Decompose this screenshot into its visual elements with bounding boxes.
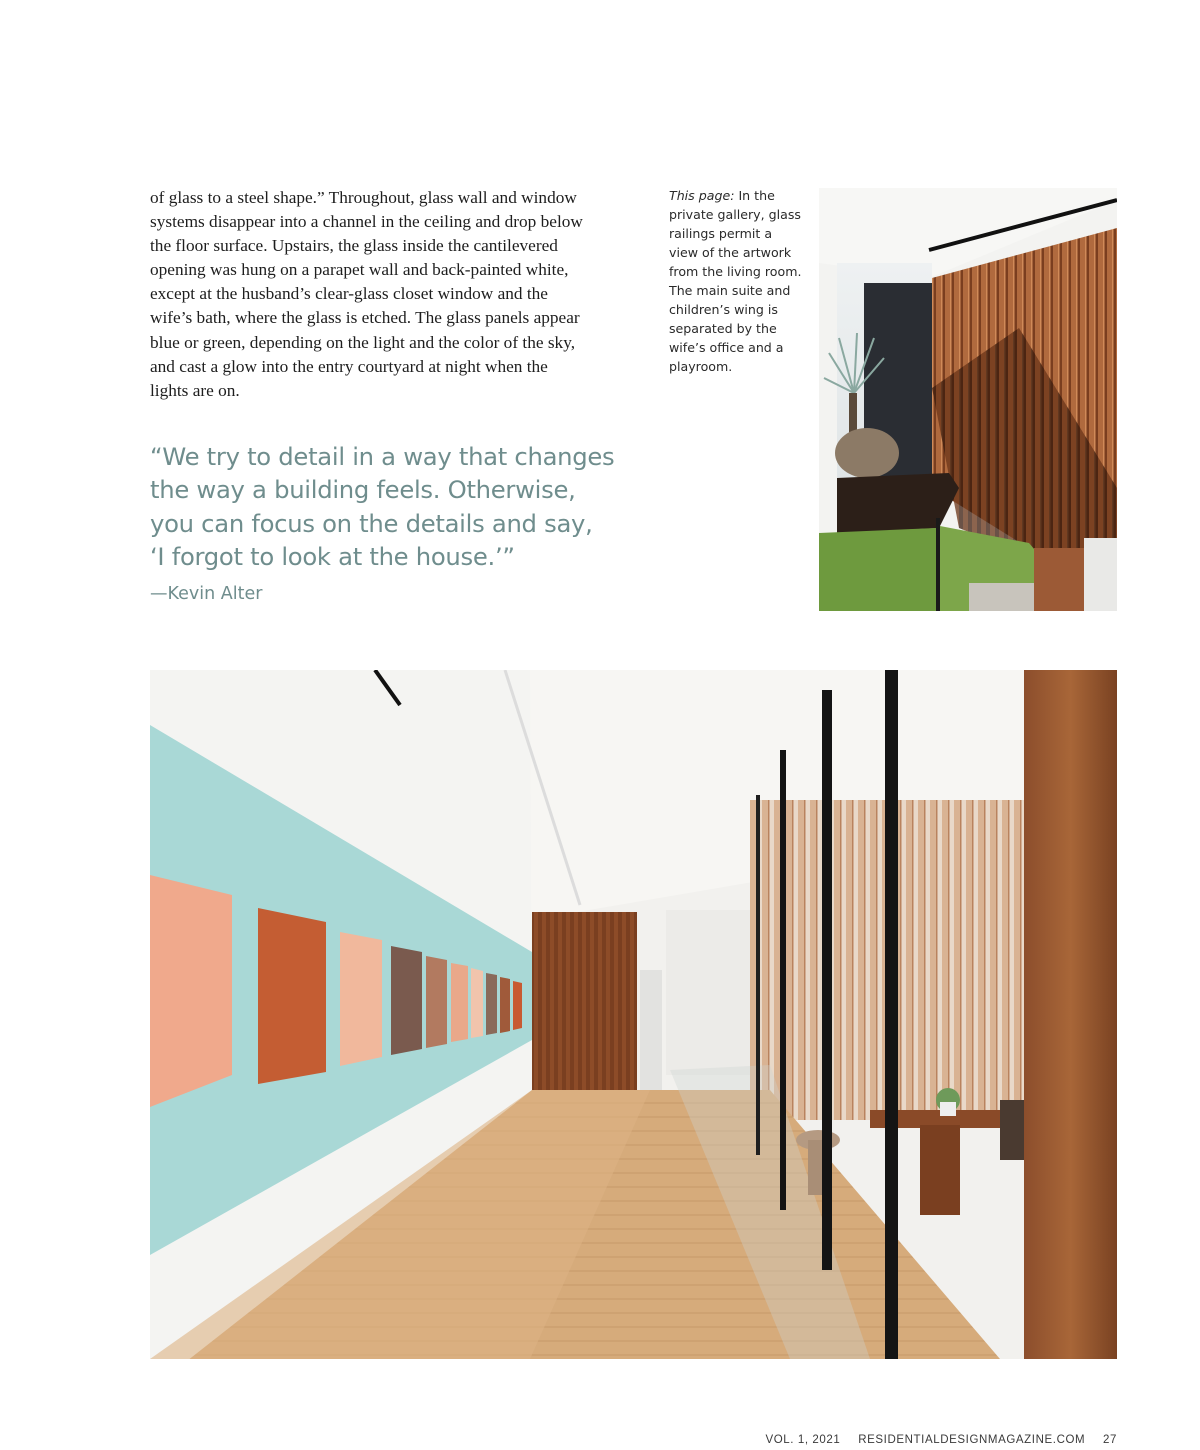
page-footer bbox=[751, 1434, 1117, 1446]
caption-line: railings permit a bbox=[669, 226, 773, 241]
article-body-text bbox=[150, 186, 630, 403]
body-line: wife’s bath, where the glass is etched. The glass panels appear bbox=[150, 308, 580, 328]
photo-caption bbox=[669, 186, 809, 376]
body-line: systems disappear into a channel in the ceiling and drop below bbox=[150, 212, 583, 232]
footer-site: RESIDENTIALDESIGNMAGAZINE.COM bbox=[858, 1434, 1086, 1446]
body-line: blue or green, depending on the light and the color of the sky, bbox=[150, 332, 576, 352]
footer-volume: VOL. 1, 2021 bbox=[765, 1434, 841, 1446]
pull-quote-line: ‘I forgot to look at the house.’” bbox=[150, 541, 515, 571]
caption-line: wife’s office and a bbox=[669, 340, 784, 355]
pull-quote-line: the way a building feels. Otherwise, bbox=[150, 475, 576, 505]
caption-line: view of the artwork bbox=[669, 245, 792, 260]
caption-first-line bbox=[669, 186, 809, 205]
gallery-slat-screen-photo bbox=[819, 188, 1117, 611]
body-line: except at the husband’s clear-glass closet window and the bbox=[150, 284, 548, 304]
caption-line: private gallery, glass bbox=[669, 207, 801, 222]
caption-line: children’s wing is bbox=[669, 302, 778, 317]
caption-lead: This page: bbox=[669, 188, 735, 203]
caption-line: separated by the bbox=[669, 321, 777, 336]
caption-line: from the living room. bbox=[669, 264, 802, 279]
pull-quote-line: “We try to detail in a way that changes bbox=[150, 442, 615, 471]
body-line: the floor surface. Upstairs, the glass inside the cantilevered bbox=[150, 236, 558, 256]
gallery-hallway-photo bbox=[150, 670, 1117, 1359]
caption-line: playroom. bbox=[669, 359, 733, 374]
body-line: opening was hung on a parapet wall and back-painted white, bbox=[150, 260, 569, 280]
pull-quote bbox=[150, 440, 620, 573]
body-line: lights are on. bbox=[150, 380, 240, 400]
caption-line: The main suite and bbox=[669, 283, 791, 298]
body-line: of glass to a steel shape.” Throughout, glass wall and window bbox=[150, 188, 577, 207]
body-line: and cast a glow into the entry courtyard at night when the bbox=[150, 356, 548, 376]
caption-line: In the bbox=[738, 188, 775, 203]
pull-quote-line: you can focus on the details and say, bbox=[150, 508, 593, 538]
page-number: 27 bbox=[1103, 1434, 1117, 1446]
pull-quote-attribution: —Kevin Alter bbox=[150, 584, 263, 604]
